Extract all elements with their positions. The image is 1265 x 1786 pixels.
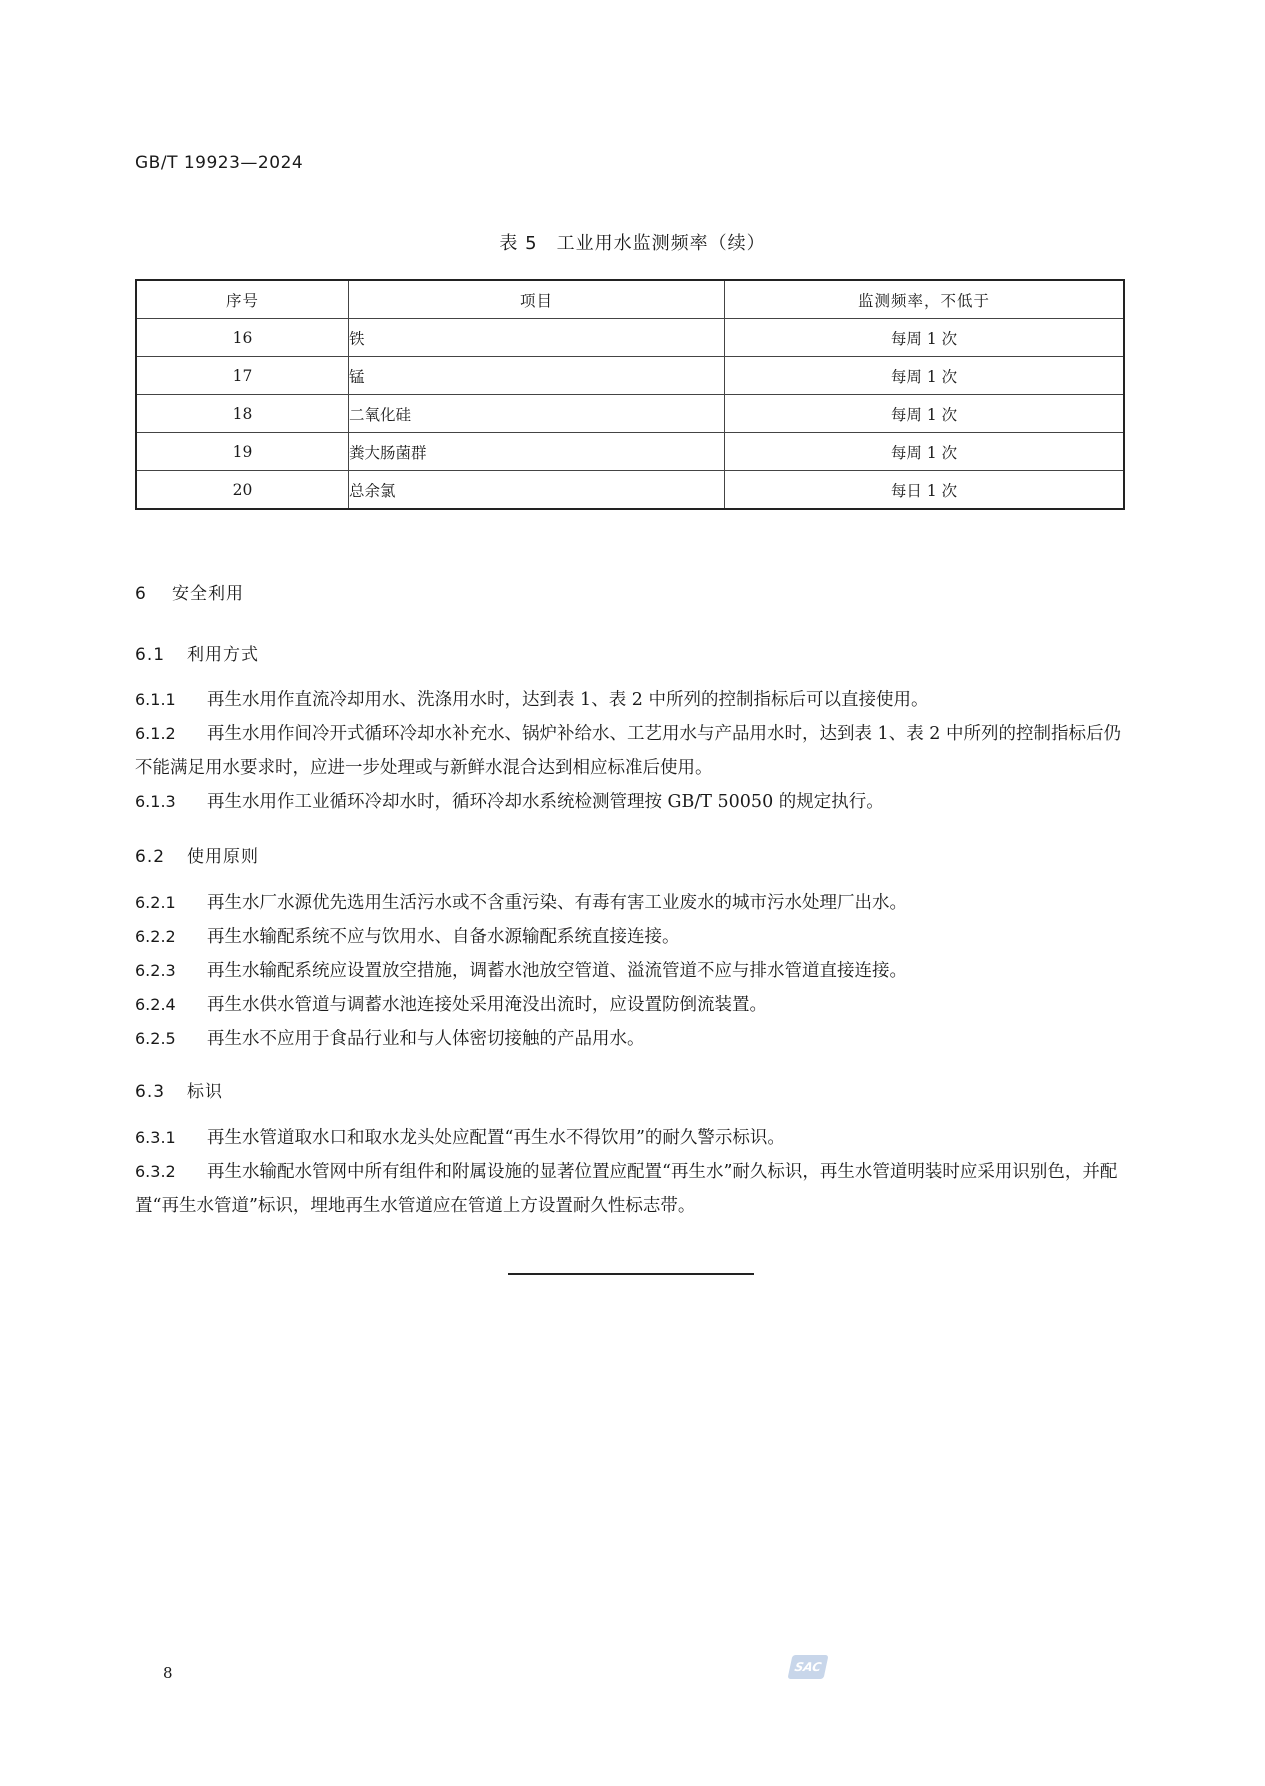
- table-row: [136, 319, 1124, 357]
- clause-6-2-2: [135, 920, 1127, 954]
- subsection-number: 6.1: [135, 645, 166, 665]
- table-row: [136, 433, 1124, 471]
- row-no: 17: [136, 357, 349, 395]
- table-row: [136, 471, 1124, 510]
- clause-number: 6.2.3: [135, 961, 176, 980]
- clause-6-3-1: [135, 1121, 1127, 1155]
- clause-text: 再生水输配系统不应与饮用水、自备水源输配系统直接连接。: [207, 927, 680, 947]
- subsection-title: 使用原则: [187, 847, 259, 867]
- end-rule: [508, 1273, 754, 1275]
- section-title: 安全利用: [172, 584, 244, 604]
- section-heading-6: [135, 579, 244, 604]
- clause-6-2-1: [135, 886, 1127, 920]
- row-item: 锰: [349, 357, 725, 395]
- page-number: 8: [163, 1664, 173, 1682]
- row-no: 18: [136, 395, 349, 433]
- clause-6-1-1: [135, 683, 1127, 717]
- row-frequency: 每日 1 次: [725, 471, 1125, 510]
- row-item: 粪大肠菌群: [349, 433, 725, 471]
- column-header-frequency: 监测频率，不低于: [725, 280, 1125, 319]
- clause-6-1-2: [135, 717, 1127, 785]
- subsection-heading-6-3: [135, 1077, 223, 1102]
- subsection-title: 标识: [187, 1082, 223, 1102]
- clause-number: 6.1.1: [135, 690, 176, 709]
- standard-number: GB/T 19923—2024: [135, 153, 304, 173]
- clause-text: 再生水输配系统应设置放空措施，调蓄水池放空管道、溢流管道不应与排水管道直接连接。: [207, 961, 907, 981]
- clause-number: 6.3.2: [135, 1162, 176, 1181]
- row-item: 铁: [349, 319, 725, 357]
- subsection-heading-6-1: [135, 640, 259, 665]
- table-row: [136, 357, 1124, 395]
- clause-6-2-5: [135, 1022, 1127, 1056]
- clause-text: 再生水用作间冷开式循环冷却水补充水、锅炉补给水、工艺用水与产品用水时，达到表 1、表 2 中所列的控制指标后仍不能满足用水要求时，应进一步处理或与新鲜水混合达到相应标准后使用。: [135, 724, 1121, 778]
- table-title: 表 5 工业用水监测频率（续）: [499, 233, 766, 254]
- column-header-no: 序号: [136, 280, 349, 319]
- clause-number: 6.2.1: [135, 893, 176, 912]
- subsection-title: 利用方式: [187, 645, 259, 665]
- subsection-number: 6.2: [135, 847, 166, 867]
- clause-6-2-4: [135, 988, 1127, 1022]
- clause-text: 再生水厂水源优先选用生活污水或不含重污染、有毒有害工业废水的城市污水处理厂出水。: [207, 893, 907, 913]
- clause-text: 再生水用作直流冷却用水、洗涤用水时，达到表 1、表 2 中所列的控制指标后可以直接使用。: [207, 690, 929, 710]
- clause-text: 再生水不应用于食品行业和与人体密切接触的产品用水。: [207, 1029, 645, 1049]
- row-frequency: 每周 1 次: [725, 395, 1125, 433]
- clause-text: 再生水供水管道与调蓄水池连接处采用淹没出流时，应设置防倒流装置。: [207, 995, 767, 1015]
- row-frequency: 每周 1 次: [725, 319, 1125, 357]
- row-no: 16: [136, 319, 349, 357]
- column-header-item: 项目: [349, 280, 725, 319]
- subsection-number: 6.3: [135, 1082, 166, 1102]
- clause-number: 6.1.2: [135, 724, 176, 743]
- sac-logo: SAC: [787, 1655, 828, 1679]
- clause-number: 6.3.1: [135, 1128, 176, 1147]
- clause-number: 6.1.3: [135, 792, 176, 811]
- row-no: 20: [136, 471, 349, 510]
- monitoring-frequency-table: [135, 279, 1125, 510]
- row-frequency: 每周 1 次: [725, 357, 1125, 395]
- row-no: 19: [136, 433, 349, 471]
- row-item: 总余氯: [349, 471, 725, 510]
- row-frequency: 每周 1 次: [725, 433, 1125, 471]
- clause-number: 6.2.4: [135, 995, 176, 1014]
- clause-6-3-2: [135, 1155, 1127, 1223]
- clause-number: 6.2.5: [135, 1029, 176, 1048]
- clause-text: 再生水管道取水口和取水龙头处应配置“再生水不得饮用”的耐久警示标识。: [207, 1128, 785, 1148]
- table-row: [136, 395, 1124, 433]
- clause-text: 再生水用作工业循环冷却水时，循环冷却水系统检测管理按 GB/T 50050 的规定执行。: [207, 792, 884, 812]
- clause-6-2-3: [135, 954, 1127, 988]
- clause-text: 再生水输配水管网中所有组件和附属设施的显著位置应配置“再生水”耐久标识，再生水管道明装时应采用识别色，并配置“再生水管道”标识，埋地再生水管道应在管道上方设置耐久性标志带。: [135, 1162, 1118, 1216]
- clause-number: 6.2.2: [135, 927, 176, 946]
- table-header-row: [136, 280, 1124, 319]
- subsection-heading-6-2: [135, 842, 259, 867]
- row-item: 二氧化硅: [349, 395, 725, 433]
- clause-6-1-3: [135, 785, 1127, 819]
- section-number: 6: [135, 584, 147, 604]
